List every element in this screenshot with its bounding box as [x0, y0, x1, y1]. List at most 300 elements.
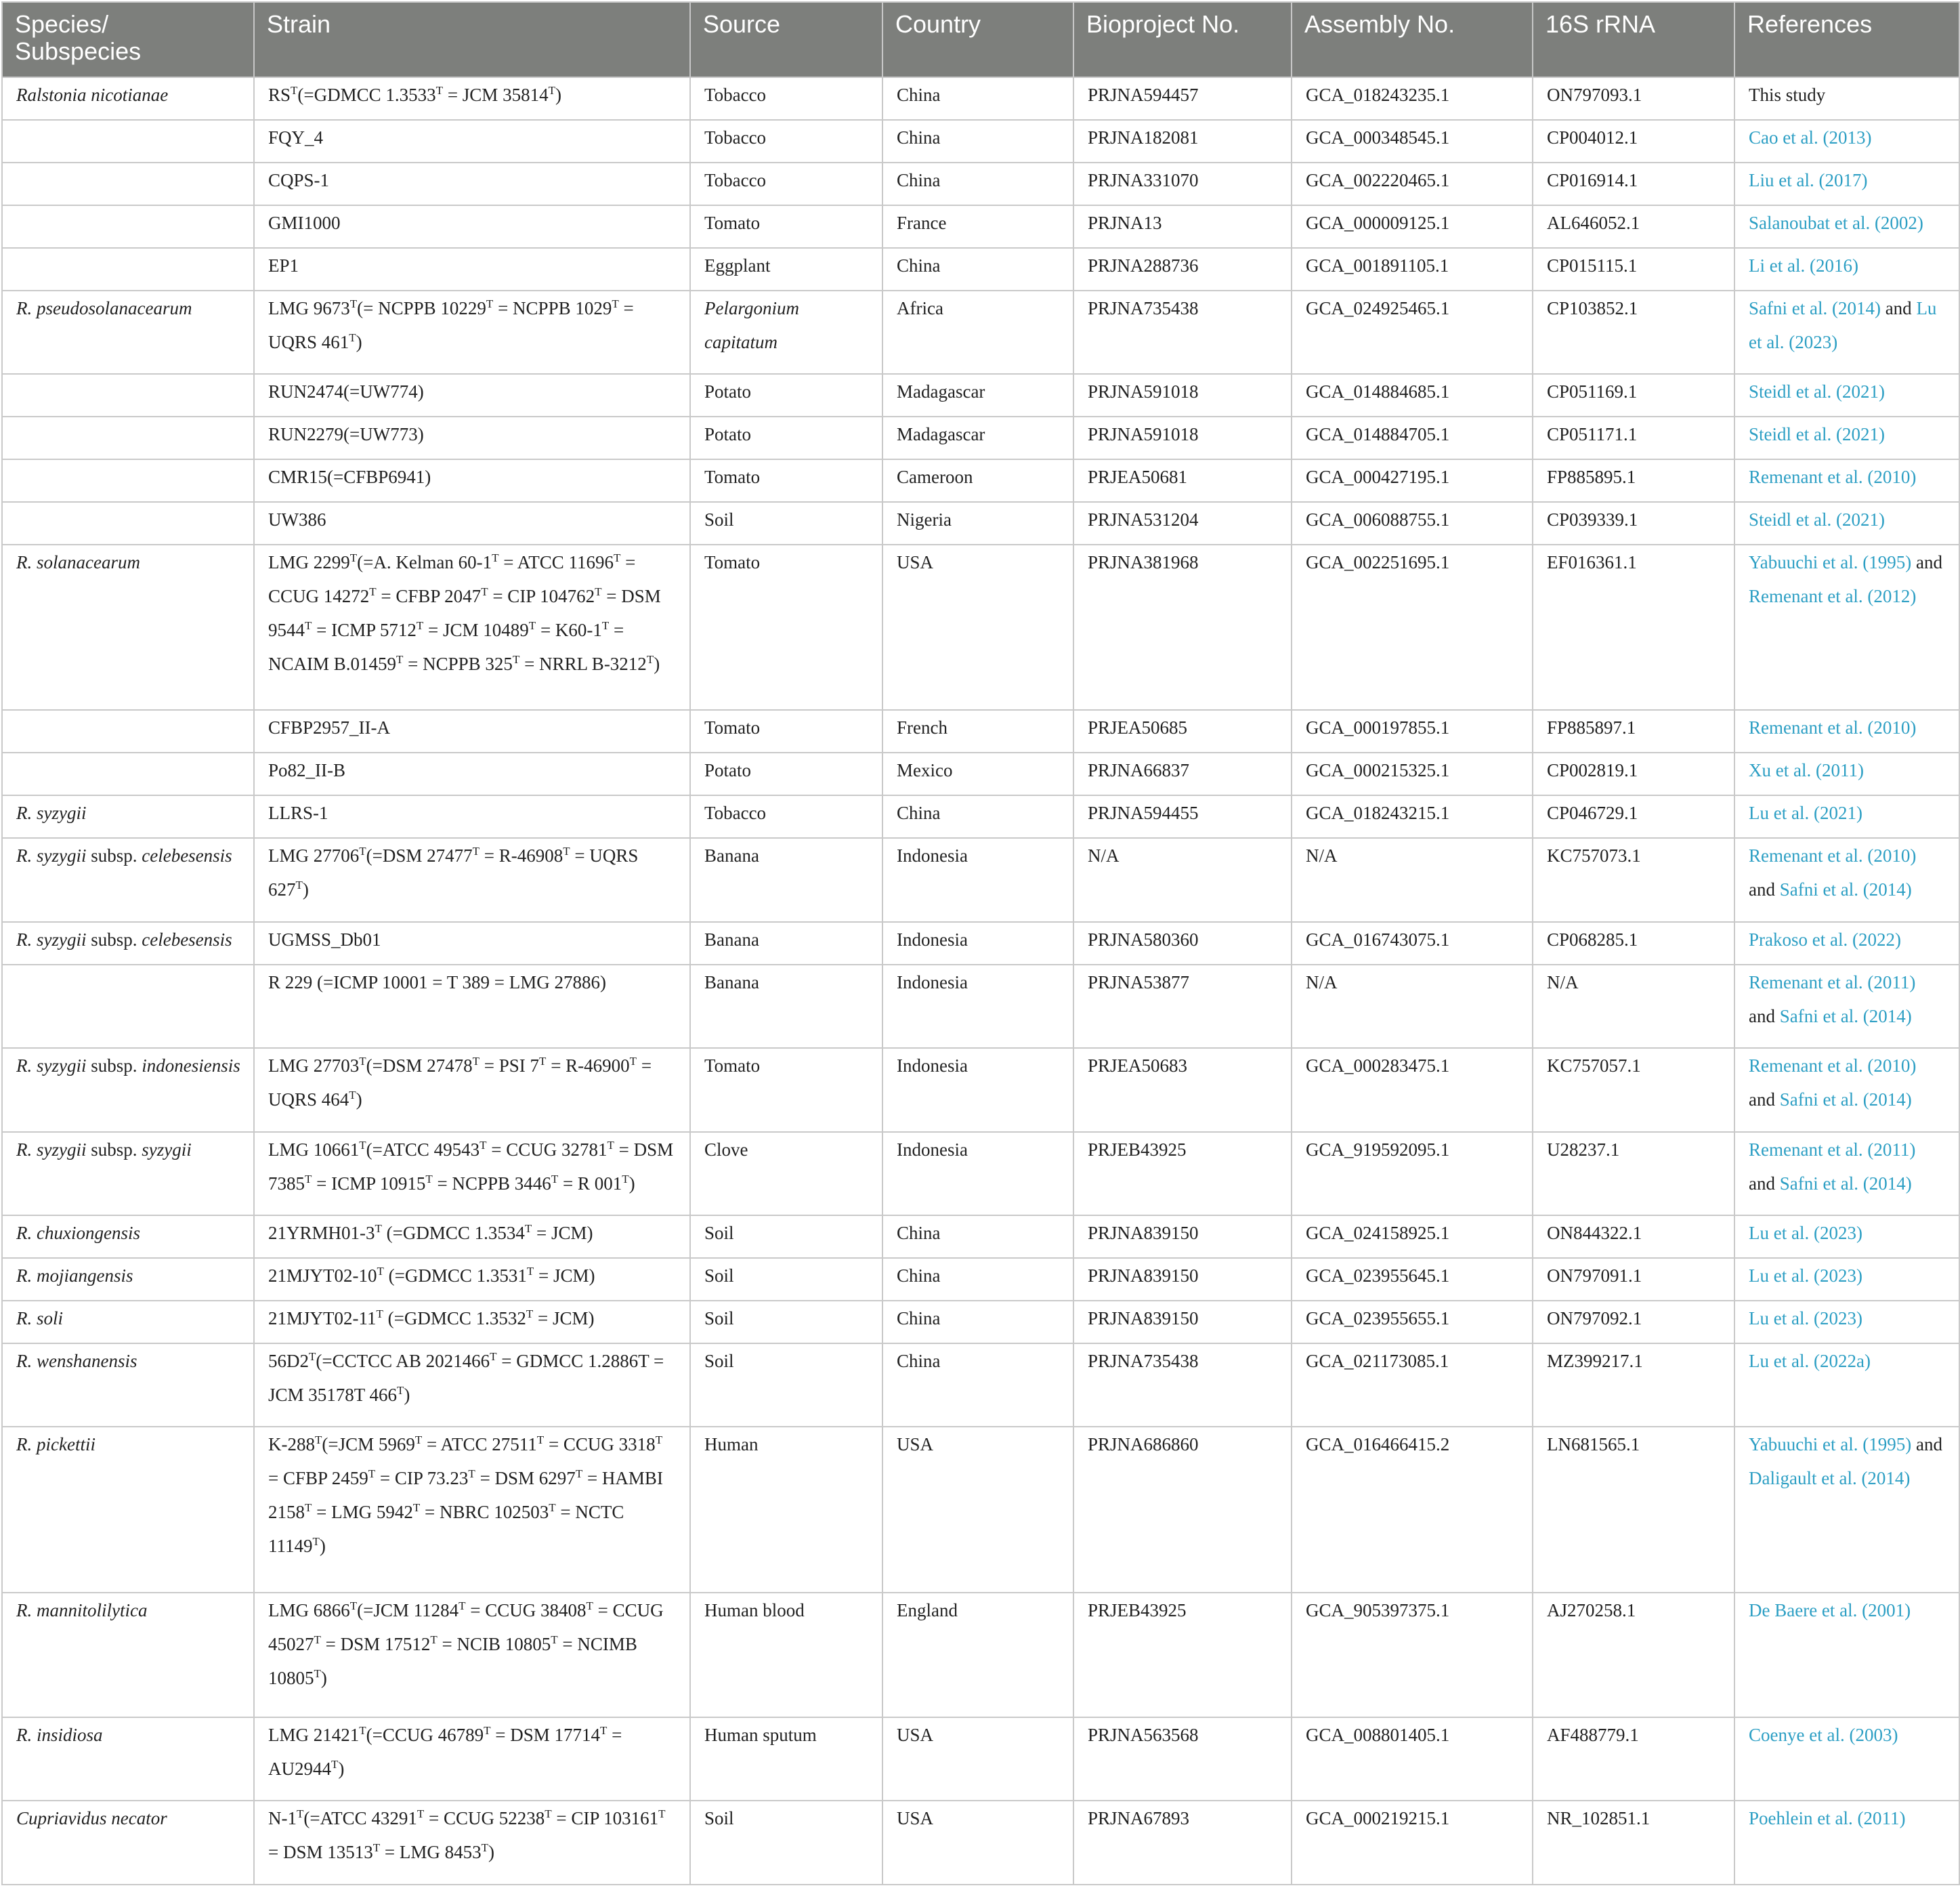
rrna-cell: CP015115.1	[1533, 248, 1734, 291]
reference-link[interactable]: Remenant et al. (2010)	[1749, 845, 1917, 866]
bioproject-cell: PRJNA66837	[1073, 753, 1292, 795]
reference-link[interactable]: Lu et al. (2023)	[1749, 297, 1937, 352]
text-segment: (=DSM 27477	[366, 845, 473, 866]
type-strain-mark: T	[291, 84, 298, 97]
text-segment: LMG 2299	[268, 551, 350, 572]
references-cell	[1734, 1717, 1959, 1801]
source-cell	[690, 291, 882, 374]
text-segment: )	[356, 331, 362, 352]
strain-cell	[254, 753, 690, 795]
species-cell	[2, 1215, 254, 1258]
text-segment: Banana	[704, 971, 759, 992]
text-segment: = ATCC 11696	[498, 551, 614, 572]
type-strain-mark: T	[472, 1055, 480, 1068]
references-cell	[1734, 1301, 1959, 1343]
type-strain-mark: T	[315, 1433, 322, 1447]
species-cell	[2, 1717, 254, 1801]
text-segment: 21YRMH01-3	[268, 1223, 375, 1244]
country-cell: Madagascar	[882, 417, 1073, 459]
type-strain-mark: T	[600, 1723, 608, 1737]
header-16s-rrna: 16S rRNA	[1533, 2, 1734, 77]
text-segment: = DSM 13513	[268, 1842, 373, 1863]
reference-link[interactable]: Remenant et al. (2012)	[1749, 585, 1917, 606]
reference-link[interactable]: Lu et al. (2023)	[1749, 1265, 1862, 1286]
reference-link[interactable]: Poehlein et al. (2011)	[1749, 1808, 1906, 1829]
strain-cell	[254, 1048, 690, 1131]
text-segment: EP1	[268, 255, 299, 276]
rrna-cell: ON797092.1	[1533, 1301, 1734, 1343]
table-row	[2, 838, 1959, 921]
species-cell	[2, 838, 254, 921]
table-row	[2, 1717, 1959, 1801]
country-cell: USA	[882, 545, 1073, 711]
rrna-cell: FP885897.1	[1533, 710, 1734, 753]
reference-link[interactable]: Yabuuchi et al. (1995)	[1749, 551, 1912, 572]
type-strain-mark: T	[595, 585, 602, 598]
header-references: References	[1734, 2, 1959, 77]
text-segment: = NBRC 102503	[420, 1502, 549, 1523]
strain-cell	[254, 1258, 690, 1301]
text-segment: = ATCC 27511	[422, 1434, 537, 1455]
text-segment: Tomato	[704, 467, 761, 488]
bioproject-cell: PRJNA531204	[1073, 502, 1292, 545]
source-cell	[690, 710, 882, 753]
source-cell	[690, 965, 882, 1048]
assembly-cell: GCA_023955645.1	[1292, 1258, 1533, 1301]
source-cell	[690, 1717, 882, 1801]
text-segment: R. solanacearum	[16, 551, 140, 572]
source-cell	[690, 753, 882, 795]
source-cell	[690, 205, 882, 248]
type-strain-mark: T	[526, 1307, 534, 1320]
reference-link[interactable]: Remenant et al. (2011)	[1749, 971, 1916, 992]
table-row	[2, 922, 1959, 965]
bioproject-cell: PRJNA591018	[1073, 374, 1292, 417]
header-source: Source	[690, 2, 882, 77]
text-segment: = CCUG 38408	[465, 1599, 587, 1620]
rrna-cell: ON797093.1	[1533, 77, 1734, 120]
strain-cell	[254, 502, 690, 545]
text-segment: 56D2	[268, 1350, 309, 1371]
text-segment: R. syzygii	[16, 1055, 87, 1076]
strain-cell	[254, 417, 690, 459]
text-segment: and	[1749, 1089, 1780, 1110]
country-cell: Indonesia	[882, 1048, 1073, 1131]
text-segment: = JCM)	[532, 1223, 593, 1244]
references-cell	[1734, 459, 1959, 502]
text-segment: Soil	[704, 1307, 734, 1328]
reference-link[interactable]: Remenant et al. (2010)	[1749, 717, 1917, 738]
references-cell	[1734, 77, 1959, 120]
assembly-cell: GCA_000215325.1	[1292, 753, 1533, 795]
species-cell	[2, 248, 254, 291]
reference-link[interactable]: Daligault et al. (2014)	[1749, 1468, 1911, 1489]
table-row	[2, 1048, 1959, 1131]
text-segment: (=GDMCC 1.3531	[383, 1265, 527, 1286]
type-strain-mark: T	[314, 1666, 321, 1680]
references-cell	[1734, 1258, 1959, 1301]
text-segment: = CIP 103161	[551, 1808, 659, 1829]
type-strain-mark: T	[309, 1349, 316, 1363]
header-assembly: Assembly No.	[1292, 2, 1533, 77]
reference-link[interactable]: Xu et al. (2011)	[1749, 760, 1864, 781]
assembly-cell: GCA_018243235.1	[1292, 77, 1533, 120]
species-cell	[2, 1048, 254, 1131]
assembly-cell: GCA_008801405.1	[1292, 1717, 1533, 1801]
type-strain-mark: T	[295, 879, 303, 892]
references-cell	[1734, 1593, 1959, 1717]
text-segment: Soil	[704, 1350, 734, 1371]
table-row	[2, 1258, 1959, 1301]
rrna-cell: NR_102851.1	[1533, 1801, 1734, 1885]
country-cell: China	[882, 1343, 1073, 1427]
strain-cell	[254, 710, 690, 753]
reference-link[interactable]: Lu et al. (2021)	[1749, 803, 1862, 824]
type-strain-mark: T	[526, 1264, 534, 1278]
text-segment: Tomato	[704, 212, 761, 233]
type-strain-mark: T	[414, 1433, 423, 1447]
table-row	[2, 417, 1959, 459]
text-segment: R. chuxiongensis	[16, 1223, 140, 1244]
species-cell	[2, 1132, 254, 1215]
species-cell	[2, 120, 254, 163]
assembly-cell: N/A	[1292, 838, 1533, 921]
text-segment: R. wenshanensis	[16, 1350, 137, 1371]
strain-cell	[254, 120, 690, 163]
rrna-cell: MZ399217.1	[1533, 1343, 1734, 1427]
type-strain-mark: T	[417, 1807, 425, 1821]
strains-table	[1, 1, 1960, 1885]
strain-cell	[254, 1717, 690, 1801]
assembly-cell: GCA_024158925.1	[1292, 1215, 1533, 1258]
type-strain-mark: T	[646, 652, 654, 666]
text-segment: = JCM)	[533, 1307, 595, 1328]
text-segment: = GDMCC 1.2886T = JCM 35178T 466	[268, 1350, 664, 1405]
text-segment: UGMSS_Db01	[268, 929, 381, 950]
assembly-cell: GCA_905397375.1	[1292, 1593, 1533, 1717]
country-cell: USA	[882, 1427, 1073, 1593]
type-strain-mark: T	[472, 845, 480, 858]
species-cell	[2, 1258, 254, 1301]
text-segment: = AU2944	[268, 1724, 622, 1779]
text-segment: K-288	[268, 1434, 315, 1455]
reference-link[interactable]: Salanoubat et al. (2002)	[1749, 212, 1923, 233]
type-strain-mark: T	[359, 1138, 366, 1152]
text-segment: R. soli	[16, 1307, 64, 1328]
country-cell: Indonesia	[882, 838, 1073, 921]
text-segment: and	[1911, 1434, 1942, 1455]
rrna-cell: EF016361.1	[1533, 545, 1734, 711]
type-strain-mark: T	[549, 1501, 556, 1515]
text-segment: = R 001	[558, 1173, 622, 1194]
country-cell: USA	[882, 1801, 1073, 1885]
text-segment: Potato	[704, 760, 752, 781]
table-row	[2, 1132, 1959, 1215]
text-segment: (=GDMCC 1.3532	[383, 1307, 526, 1328]
assembly-cell: GCA_024925465.1	[1292, 291, 1533, 374]
source-cell	[690, 838, 882, 921]
reference-link[interactable]: Coenye et al. (2003)	[1749, 1724, 1898, 1745]
reference-link[interactable]: Cao et al. (2013)	[1749, 127, 1872, 148]
text-segment: Potato	[704, 381, 752, 402]
reference-link[interactable]: Prakoso et al. (2022)	[1749, 929, 1901, 950]
references-cell	[1734, 1132, 1959, 1215]
assembly-cell: GCA_919592095.1	[1292, 1132, 1533, 1215]
source-cell	[690, 1132, 882, 1215]
table-row	[2, 502, 1959, 545]
type-strain-mark: T	[396, 652, 404, 666]
reference-link[interactable]: Steidl et al. (2021)	[1749, 381, 1885, 402]
text-segment: and	[1880, 297, 1917, 318]
rrna-cell: U28237.1	[1533, 1132, 1734, 1215]
reference-link[interactable]: Lu et al. (2023)	[1749, 1223, 1862, 1244]
text-segment: CQPS-1	[268, 169, 330, 190]
bioproject-cell: PRJNA839150	[1073, 1301, 1292, 1343]
type-strain-mark: T	[349, 297, 358, 310]
type-strain-mark: T	[314, 1633, 321, 1646]
text-segment: celebesensis	[142, 845, 232, 866]
text-segment: = DSM 9544	[268, 585, 661, 640]
reference-link[interactable]: Safni et al. (2014)	[1749, 297, 1881, 318]
country-cell: China	[882, 1258, 1073, 1301]
species-cell	[2, 1301, 254, 1343]
table-row	[2, 374, 1959, 417]
source-cell	[690, 1048, 882, 1131]
type-strain-mark: T	[586, 1599, 593, 1612]
country-cell: Indonesia	[882, 965, 1073, 1048]
text-segment: (=GDMCC 1.3533	[297, 85, 436, 105]
text-segment: = DSM 7385	[268, 1139, 674, 1194]
references-cell	[1734, 838, 1959, 921]
country-cell: China	[882, 163, 1073, 205]
strain-cell	[254, 248, 690, 291]
reference-link[interactable]: Liu et al. (2017)	[1749, 169, 1868, 190]
country-cell: China	[882, 77, 1073, 120]
source-cell	[690, 1258, 882, 1301]
text-segment: and	[1749, 1173, 1780, 1194]
table-row	[2, 545, 1959, 711]
text-segment: R. pseudosolanacearum	[16, 297, 192, 318]
species-cell	[2, 374, 254, 417]
country-cell: China	[882, 1215, 1073, 1258]
country-cell: Madagascar	[882, 374, 1073, 417]
type-strain-mark: T	[481, 1841, 489, 1855]
text-segment: = NCPPB 3446	[432, 1173, 551, 1194]
species-cell	[2, 1343, 254, 1427]
text-segment: Soil	[704, 1265, 734, 1286]
strain-cell	[254, 965, 690, 1048]
text-segment: = CCUG 14272	[268, 551, 636, 606]
reference-link[interactable]: Remenant et al. (2010)	[1749, 1055, 1917, 1076]
reference-link[interactable]: Yabuuchi et al. (1995)	[1749, 1434, 1912, 1455]
country-cell: Indonesia	[882, 922, 1073, 965]
type-strain-mark: T	[312, 1535, 320, 1549]
source-cell	[690, 502, 882, 545]
type-strain-mark: T	[430, 1633, 438, 1646]
text-segment: = DSM 17512	[320, 1633, 431, 1654]
text-segment: = NCIMB 10805	[268, 1633, 637, 1688]
table-row	[2, 120, 1959, 163]
rrna-cell: CP004012.1	[1533, 120, 1734, 163]
type-strain-mark: T	[359, 845, 366, 858]
text-segment: Banana	[704, 845, 759, 866]
table-row	[2, 1593, 1959, 1717]
reference-link[interactable]: Safni et al. (2014)	[1779, 1005, 1912, 1026]
text-segment: )	[319, 1536, 326, 1557]
reference-link[interactable]: Li et al. (2016)	[1749, 255, 1858, 276]
strain-cell	[254, 795, 690, 838]
assembly-cell: GCA_002220465.1	[1292, 163, 1533, 205]
text-segment: LLRS-1	[268, 803, 328, 824]
type-strain-mark: T	[305, 1172, 312, 1186]
species-cell	[2, 710, 254, 753]
type-strain-mark: T	[305, 1501, 312, 1515]
text-segment: Tobacco	[704, 803, 767, 824]
country-cell: China	[882, 248, 1073, 291]
text-segment: LMG 10661	[268, 1139, 360, 1160]
type-strain-mark: T	[613, 551, 621, 564]
bioproject-cell: PRJNA686860	[1073, 1427, 1292, 1593]
assembly-cell: N/A	[1292, 965, 1533, 1048]
reference-link[interactable]: Lu et al. (2023)	[1749, 1307, 1862, 1328]
text-segment: )	[320, 1667, 327, 1688]
text-segment: Pelargonium capitatum	[704, 297, 799, 352]
country-cell: Indonesia	[882, 1132, 1073, 1215]
country-cell: China	[882, 1301, 1073, 1343]
type-strain-mark: T	[551, 1633, 558, 1646]
bioproject-cell: PRJEB43925	[1073, 1132, 1292, 1215]
assembly-cell: GCA_023955655.1	[1292, 1301, 1533, 1343]
references-cell	[1734, 1801, 1959, 1885]
references-cell	[1734, 248, 1959, 291]
bioproject-cell: PRJNA563568	[1073, 1717, 1292, 1801]
text-segment: = NCAIM B.01459	[268, 619, 624, 674]
species-cell	[2, 163, 254, 205]
assembly-cell: GCA_000197855.1	[1292, 710, 1533, 753]
rrna-cell: N/A	[1533, 965, 1734, 1048]
assembly-cell: GCA_001891105.1	[1292, 248, 1533, 291]
country-cell: Africa	[882, 291, 1073, 374]
type-strain-mark: T	[575, 1467, 583, 1481]
species-cell	[2, 795, 254, 838]
text-segment: (=A. Kelman 60-1	[357, 551, 492, 572]
type-strain-mark: T	[622, 1172, 629, 1186]
text-segment: Human sputum	[704, 1724, 817, 1745]
source-cell	[690, 1215, 882, 1258]
type-strain-mark: T	[486, 297, 494, 310]
country-cell: Cameroon	[882, 459, 1073, 502]
text-segment: (=CCTCC AB 2021466	[316, 1350, 490, 1371]
references-cell	[1734, 1215, 1959, 1258]
bioproject-cell: PRJNA53877	[1073, 965, 1292, 1048]
references-cell	[1734, 374, 1959, 417]
strain-cell	[254, 1801, 690, 1885]
text-segment: = CCUG 32781	[486, 1139, 608, 1160]
text-segment: = HAMBI 2158	[268, 1468, 663, 1523]
text-segment: and	[1911, 551, 1942, 572]
species-cell	[2, 77, 254, 120]
country-cell: Nigeria	[882, 502, 1073, 545]
text-segment: = CIP 73.23	[375, 1468, 469, 1489]
reference-link[interactable]: De Baere et al. (2001)	[1749, 1599, 1911, 1620]
reference-link[interactable]: Steidl et al. (2021)	[1749, 424, 1885, 445]
source-cell	[690, 1343, 882, 1427]
rrna-cell: CP046729.1	[1533, 795, 1734, 838]
text-segment: )	[629, 1173, 635, 1194]
text-segment: syzygii	[142, 1139, 192, 1160]
type-strain-mark: T	[548, 84, 555, 97]
type-strain-mark: T	[297, 1807, 304, 1821]
text-segment: = DSM 6297	[475, 1468, 576, 1489]
table-row	[2, 163, 1959, 205]
text-segment: = LMG 8453	[380, 1842, 482, 1863]
assembly-cell: GCA_000283475.1	[1292, 1048, 1533, 1131]
type-strain-mark: T	[459, 1599, 466, 1612]
rrna-cell: FP885895.1	[1533, 459, 1734, 502]
type-strain-mark: T	[607, 1138, 614, 1152]
reference-link[interactable]: Remenant et al. (2011)	[1749, 1139, 1916, 1160]
type-strain-mark: T	[480, 1138, 487, 1152]
text-segment: (=DSM 27478	[366, 1055, 473, 1076]
assembly-cell: GCA_014884705.1	[1292, 417, 1533, 459]
source-cell	[690, 1301, 882, 1343]
references-cell	[1734, 163, 1959, 205]
text-segment: (=GDMCC 1.3534	[381, 1223, 525, 1244]
text-segment: GMI1000	[268, 212, 341, 233]
assembly-cell: GCA_000427195.1	[1292, 459, 1533, 502]
text-segment: FQY_4	[268, 127, 324, 148]
country-cell: Mexico	[882, 753, 1073, 795]
text-segment: (=ATCC 49543	[366, 1139, 480, 1160]
text-segment: = NCPPB 1029	[493, 297, 612, 318]
assembly-cell: GCA_000009125.1	[1292, 205, 1533, 248]
bioproject-cell: PRJNA839150	[1073, 1258, 1292, 1301]
assembly-cell: GCA_018243215.1	[1292, 795, 1533, 838]
text-segment: = NCPPB 325	[403, 653, 513, 674]
source-cell	[690, 1427, 882, 1593]
type-strain-mark: T	[601, 618, 610, 632]
text-segment: Human	[704, 1434, 759, 1455]
reference-link[interactable]: Safni et al. (2014)	[1779, 1173, 1912, 1194]
species-cell	[2, 545, 254, 711]
text-segment: = JCM)	[534, 1265, 595, 1286]
text-segment: Ralstonia nicotianae	[16, 85, 169, 105]
reference-link[interactable]: Remenant et al. (2010)	[1749, 467, 1917, 488]
assembly-cell: GCA_014884685.1	[1292, 374, 1533, 417]
country-cell: China	[882, 795, 1073, 838]
reference-link[interactable]: Safni et al. (2014)	[1779, 1089, 1912, 1110]
text-segment: R. syzygii	[16, 845, 87, 866]
text-segment: R 229 (=ICMP 10001 = T 389 = LMG 27886)	[268, 971, 606, 992]
table-row	[2, 77, 1959, 120]
strain-cell	[254, 1593, 690, 1717]
text-segment: = R-46908	[480, 845, 563, 866]
text-segment: Tomato	[704, 717, 761, 738]
species-cell	[2, 1593, 254, 1717]
rrna-cell: KC757073.1	[1533, 838, 1734, 921]
reference-link[interactable]: Safni et al. (2014)	[1779, 879, 1912, 900]
strain-cell	[254, 374, 690, 417]
reference-link[interactable]: Lu et al. (2022a)	[1749, 1350, 1871, 1371]
text-segment: (= NCPPB 10229	[357, 297, 486, 318]
species-cell	[2, 753, 254, 795]
text-segment: Eggplant	[704, 255, 771, 276]
reference-link[interactable]: Steidl et al. (2021)	[1749, 509, 1885, 530]
text-segment: celebesensis	[142, 929, 232, 950]
text-segment: Tobacco	[704, 127, 767, 148]
type-strain-mark: T	[612, 297, 619, 310]
references-cell	[1734, 922, 1959, 965]
